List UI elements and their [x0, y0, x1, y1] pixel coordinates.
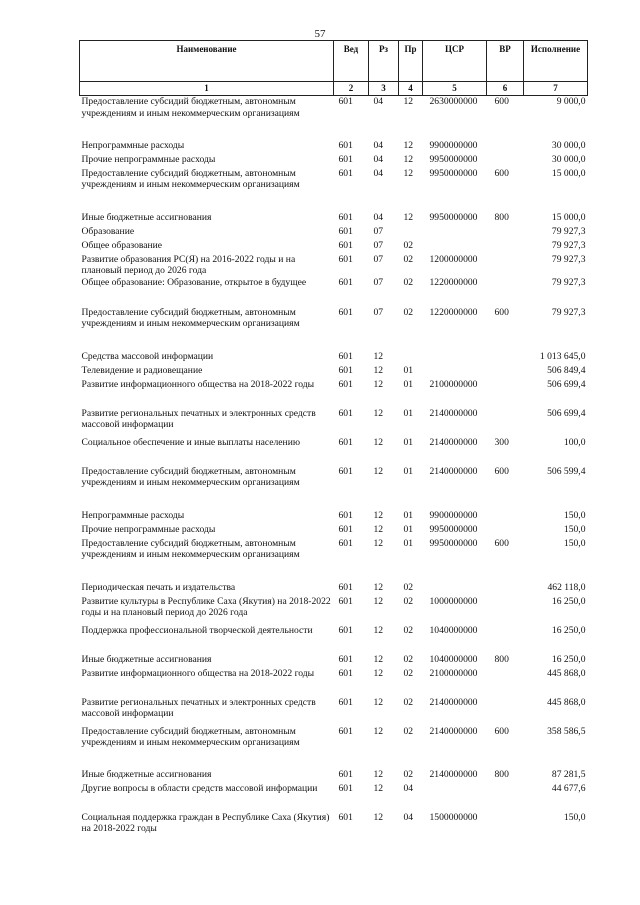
target-article-code: 2140000000 [429, 407, 478, 419]
expense-type-code [487, 697, 524, 726]
section-code: 07 [373, 306, 384, 318]
amount-value: 445 868,0 [547, 696, 586, 708]
dept-code: 601 [338, 768, 353, 780]
target-article-code: 9900000000 [429, 139, 478, 151]
subsection-code: 02 [403, 696, 414, 708]
target-article-code: 2140000000 [429, 696, 478, 708]
dept-code: 601 [338, 782, 353, 794]
section-code: 07 [373, 276, 384, 288]
target-article-code: 1500000000 [429, 811, 478, 823]
table-row [80, 140, 588, 154]
section-code: 12 [373, 378, 384, 390]
dept-code: 601 [338, 696, 353, 708]
section-code: 12 [373, 407, 384, 419]
amount-value: 15 000,0 [551, 167, 586, 179]
expense-type-code [487, 254, 524, 277]
target-article-code: 2100000000 [429, 378, 478, 390]
item-name: Иные бюджетные ассигнования [81, 653, 212, 665]
section-code: 12 [373, 667, 384, 679]
section-code: 12 [373, 725, 384, 737]
dept-code: 601 [338, 364, 353, 376]
target-article-code: 2140000000 [429, 465, 478, 477]
expense-type-code [487, 510, 524, 524]
target-article-code [423, 226, 487, 240]
dept-code: 601 [338, 407, 353, 419]
expense-type-code: 600 [494, 306, 509, 318]
dept-code: 601 [338, 725, 353, 737]
dept-code: 601 [338, 624, 353, 636]
target-article-code: 9950000000 [429, 537, 478, 549]
section-code: 12 [373, 624, 384, 636]
item-name: Развитие образования РС(Я) на 2016-2022 годы и на плановый период до 2026 года [81, 253, 296, 276]
table-row [80, 510, 588, 524]
expense-type-code [487, 379, 524, 408]
table-row [80, 697, 588, 726]
subsection-code: 02 [403, 253, 414, 265]
item-name: Иные бюджетные ассигнования [81, 211, 212, 223]
target-article-code: 9900000000 [429, 509, 478, 521]
amount-value: 150,0 [563, 537, 586, 549]
dept-code: 601 [338, 225, 353, 237]
dept-code: 601 [338, 595, 353, 607]
expense-type-code [487, 154, 524, 168]
section-code: 12 [373, 768, 384, 780]
column-number: 2 [334, 82, 369, 96]
amount-value: 15 000,0 [551, 211, 586, 223]
item-name: Развитие региональных печатных и электронных средств массовой информации [81, 696, 316, 719]
amount-value: 16 250,0 [551, 653, 586, 665]
target-article-code [423, 240, 487, 254]
expense-type-code: 800 [494, 768, 509, 780]
budget-table [79, 40, 588, 842]
subsection-code: 02 [403, 581, 414, 593]
column-header: Наименование [80, 41, 334, 82]
expense-type-code: 600 [494, 465, 509, 477]
item-name: Предоставление субсидий бюджетным, автономным учреждениям и иным некоммерческим организациям [81, 725, 300, 748]
dept-code: 601 [338, 239, 353, 251]
subsection-code: 12 [403, 167, 414, 179]
amount-value: 150,0 [563, 509, 586, 521]
column-number: 7 [524, 82, 588, 96]
section-code: 12 [373, 595, 384, 607]
section-code: 12 [373, 537, 384, 549]
dept-code: 601 [338, 653, 353, 665]
subsection-code: 04 [403, 811, 414, 823]
target-article-code: 1040000000 [429, 653, 478, 665]
dept-code: 601 [338, 139, 353, 151]
amount-value: 79 927,3 [551, 253, 586, 265]
table-row [80, 668, 588, 697]
target-article-code: 1220000000 [429, 306, 478, 318]
target-article-code: 2100000000 [429, 667, 478, 679]
item-name: Средства массовой информации [81, 350, 214, 362]
section-code: 04 [373, 211, 384, 223]
dept-code: 601 [338, 811, 353, 823]
subsection-code: 02 [403, 306, 414, 318]
item-name: Прочие непрограммные расходы [81, 153, 216, 165]
table-row [80, 254, 588, 277]
target-article-code: 1000000000 [429, 595, 478, 607]
page-number: 57 [314, 28, 326, 40]
target-article-code [423, 582, 487, 596]
item-name: Предоставление субсидий бюджетным, автономным учреждениям и иным некоммерческим организациям [81, 306, 300, 329]
subsection-code: 01 [403, 407, 414, 419]
subsection-code: 01 [403, 509, 414, 521]
item-name: Социальное обеспечение и иные выплаты населению [81, 436, 300, 448]
table-row [80, 226, 588, 240]
table-row [80, 212, 588, 226]
table-row [80, 783, 588, 812]
expense-type-code [487, 783, 524, 812]
target-article-code: 1220000000 [429, 276, 478, 288]
dept-code: 601 [338, 276, 353, 288]
table-row [80, 466, 588, 510]
target-article-code: 1040000000 [429, 624, 478, 636]
expense-type-code [487, 365, 524, 379]
target-article-code: 2140000000 [429, 725, 478, 737]
amount-value: 506 699,4 [547, 407, 586, 419]
table-row [80, 240, 588, 254]
section-code: 04 [373, 153, 384, 165]
section-code: 12 [373, 364, 384, 376]
amount-value: 79 927,3 [551, 225, 586, 237]
amount-value: 87 281,5 [551, 768, 586, 780]
column-header: Вед [334, 41, 369, 82]
amount-value: 44 677,6 [551, 782, 586, 794]
expense-type-code [487, 240, 524, 254]
subsection-code: 02 [403, 667, 414, 679]
target-article-code: 9950000000 [429, 167, 478, 179]
column-number: 4 [399, 82, 423, 96]
expense-type-code [487, 408, 524, 437]
expense-type-code: 300 [494, 436, 509, 448]
item-name: Прочие непрограммные расходы [81, 523, 216, 535]
expense-type-code [487, 351, 524, 365]
section-code: 12 [373, 350, 384, 362]
dept-code: 601 [338, 436, 353, 448]
column-number: 6 [487, 82, 524, 96]
amount-value: 79 927,3 [551, 306, 586, 318]
item-name: Непрограммные расходы [81, 139, 185, 151]
dept-code: 601 [338, 581, 353, 593]
amount-value: 1 013 645,0 [539, 350, 586, 362]
target-article-code: 2140000000 [429, 436, 478, 448]
expense-type-code [487, 277, 524, 307]
dept-code: 601 [338, 167, 353, 179]
subsection-code: 02 [403, 595, 414, 607]
table-row [80, 437, 588, 466]
expense-type-code: 600 [494, 167, 509, 179]
dept-code: 601 [338, 350, 353, 362]
section-code: 07 [373, 253, 384, 265]
item-name: Развитие культуры в Республике Саха (Якутия) на 2018-2022 годы и на плановый период до 2026 года [81, 595, 331, 618]
expense-type-code [487, 812, 524, 842]
table-row [80, 812, 588, 842]
dept-code: 601 [338, 378, 353, 390]
expense-type-code [487, 524, 524, 538]
dept-code: 601 [338, 465, 353, 477]
column-number: 1 [80, 82, 334, 96]
section-code: 04 [373, 167, 384, 179]
section-code: 12 [373, 436, 384, 448]
section-code: 12 [373, 465, 384, 477]
table-row [80, 524, 588, 538]
column-header: ВР [487, 41, 524, 82]
subsection-code: 01 [403, 378, 414, 390]
section-code: 12 [373, 782, 384, 794]
header-row [80, 41, 588, 82]
section-code: 12 [373, 653, 384, 665]
item-name: Поддержка профессиональной творческой деятельности [81, 624, 313, 636]
table-row [80, 726, 588, 769]
subsection-code: 02 [403, 653, 414, 665]
amount-value: 79 927,3 [551, 276, 586, 288]
subsection-code [399, 351, 423, 365]
subsection-code: 01 [403, 364, 414, 376]
subsection-code: 01 [403, 436, 414, 448]
subsection-code: 12 [403, 96, 414, 107]
subsection-code: 12 [403, 139, 414, 151]
amount-value: 16 250,0 [551, 595, 586, 607]
item-name: Предоставление субсидий бюджетным, автономным учреждениям и иным некоммерческим организациям [81, 96, 300, 119]
section-code: 12 [373, 523, 384, 535]
amount-value: 506 699,4 [547, 378, 586, 390]
section-code: 04 [373, 139, 384, 151]
amount-value: 445 868,0 [547, 667, 586, 679]
target-article-code [423, 783, 487, 812]
subsection-code: 02 [403, 239, 414, 251]
item-name: Предоставление субсидий бюджетным, автономным учреждениям и иным некоммерческим организациям [81, 465, 300, 488]
section-code: 07 [373, 225, 384, 237]
item-name: Телевидение и радиовещание [81, 364, 203, 376]
table-row [80, 307, 588, 351]
item-name: Общее образование [81, 239, 163, 251]
subsection-code: 01 [403, 523, 414, 535]
table-row [80, 154, 588, 168]
amount-value: 506 599,4 [547, 465, 586, 477]
amount-value: 506 849,4 [547, 364, 586, 376]
table-row [80, 538, 588, 582]
item-name: Предоставление субсидий бюджетным, автономным учреждениям и иным некоммерческим организациям [81, 537, 300, 560]
item-name: Развитие региональных печатных и электронных средств массовой информации [81, 407, 316, 430]
dept-code: 601 [338, 523, 353, 535]
target-article-code: 2630000000 [429, 96, 478, 107]
item-name: Общее образование: Образование, открытое в будущее [81, 276, 307, 288]
item-name: Предоставление субсидий бюджетным, автономным учреждениям и иным некоммерческим организациям [81, 167, 300, 190]
expense-type-code [487, 596, 524, 625]
subsection-code: 01 [403, 537, 414, 549]
section-code: 12 [373, 509, 384, 521]
amount-value: 462 118,0 [547, 581, 586, 593]
item-name: Развитие информационного общества на 2018-2022 годы [81, 378, 315, 390]
section-code: 12 [373, 811, 384, 823]
table-row [80, 365, 588, 379]
amount-value: 16 250,0 [551, 624, 586, 636]
subsection-code: 02 [403, 725, 414, 737]
amount-value: 9 000,0 [556, 96, 586, 107]
dept-code: 601 [338, 537, 353, 549]
target-article-code: 1200000000 [429, 253, 478, 265]
section-code: 07 [373, 239, 384, 251]
subsection-code: 12 [403, 211, 414, 223]
dept-code: 601 [338, 667, 353, 679]
column-header: Пр [399, 41, 423, 82]
amount-value: 30 000,0 [551, 153, 586, 165]
subsection-code [399, 226, 423, 240]
subsection-code: 02 [403, 276, 414, 288]
table-row [80, 168, 588, 212]
subsection-code: 01 [403, 465, 414, 477]
section-code: 04 [373, 96, 384, 107]
amount-value: 150,0 [563, 523, 586, 535]
item-name: Образование [81, 225, 135, 237]
expense-type-code: 800 [494, 211, 509, 223]
expense-type-code [487, 668, 524, 697]
dept-code: 601 [338, 509, 353, 521]
amount-value: 30 000,0 [551, 139, 586, 151]
amount-value: 150,0 [563, 811, 586, 823]
subsection-code: 12 [403, 153, 414, 165]
table-row [80, 408, 588, 437]
table-row [80, 769, 588, 783]
item-name: Периодическая печать и издательства [81, 581, 236, 593]
table-row [80, 654, 588, 668]
item-name: Непрограммные расходы [81, 509, 185, 521]
dept-code: 601 [338, 153, 353, 165]
subsection-code: 04 [403, 782, 414, 794]
column-number: 3 [369, 82, 399, 96]
target-article-code: 9950000000 [429, 153, 478, 165]
table-row [80, 625, 588, 654]
subsection-code: 02 [403, 624, 414, 636]
expense-type-code: 600 [494, 96, 509, 107]
expense-type-code [487, 625, 524, 654]
column-header: Исполнение [524, 41, 588, 82]
column-number-row [80, 82, 588, 96]
item-name: Развитие информационного общества на 2018-2022 годы [81, 667, 315, 679]
expense-type-code: 600 [494, 537, 509, 549]
dept-code: 601 [338, 96, 353, 107]
section-code: 12 [373, 581, 384, 593]
dept-code: 601 [338, 253, 353, 265]
table-row [80, 596, 588, 625]
expense-type-code: 600 [494, 725, 509, 737]
expense-type-code [487, 582, 524, 596]
expense-type-code [487, 226, 524, 240]
target-article-code: 2140000000 [429, 768, 478, 780]
subsection-code: 02 [403, 768, 414, 780]
table-row [80, 351, 588, 365]
column-header: Рз [369, 41, 399, 82]
table-row [80, 96, 588, 140]
expense-type-code [487, 140, 524, 154]
target-article-code [423, 365, 487, 379]
table-header [80, 41, 588, 96]
amount-value: 100,0 [563, 436, 586, 448]
column-header: ЦСР [423, 41, 487, 82]
amount-value: 358 586,5 [547, 725, 586, 737]
item-name: Социальная поддержка граждан в Республике Саха (Якутия) на 2018-2022 годы [81, 811, 330, 834]
target-article-code: 9950000000 [429, 523, 478, 535]
table-row [80, 277, 588, 307]
table-body [80, 96, 588, 842]
section-code: 12 [373, 696, 384, 708]
amount-value: 79 927,3 [551, 239, 586, 251]
table-row [80, 379, 588, 408]
target-article-code: 9950000000 [429, 211, 478, 223]
item-name: Другие вопросы в области средств массовой информации [81, 782, 318, 794]
dept-code: 601 [338, 211, 353, 223]
table-row [80, 582, 588, 596]
column-number: 5 [423, 82, 487, 96]
item-name: Иные бюджетные ассигнования [81, 768, 212, 780]
target-article-code [423, 351, 487, 365]
expense-type-code: 800 [494, 653, 509, 665]
dept-code: 601 [338, 306, 353, 318]
